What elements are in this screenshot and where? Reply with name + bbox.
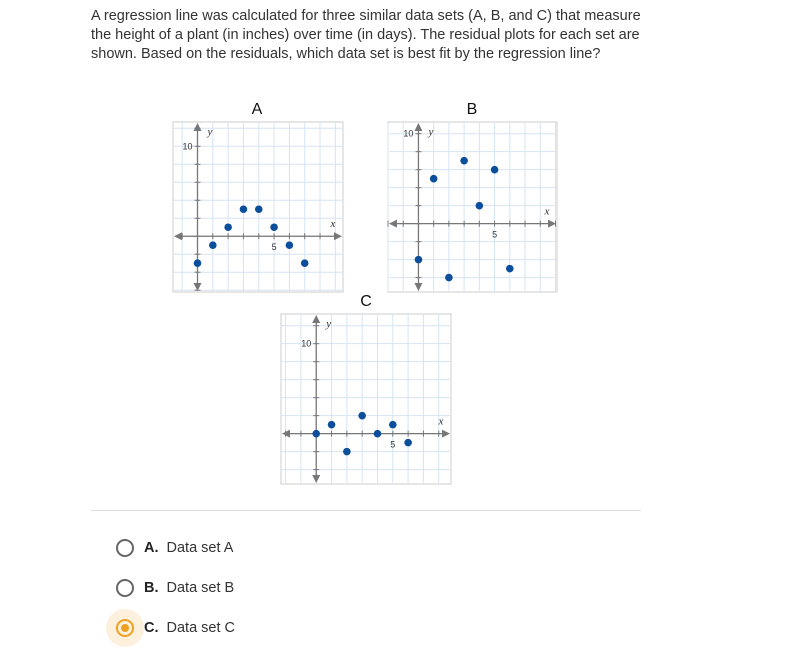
y-tick-label: 10 [403,128,414,139]
residual-plot-b [388,122,557,292]
x-tick-label: 5 [271,242,277,253]
data-point [270,223,278,231]
data-point [476,202,484,210]
plot-a-title: A [251,101,263,118]
data-point [328,421,336,429]
data-point [194,259,202,267]
option-b-letter: B. [144,580,159,596]
radio-a[interactable] [116,539,134,557]
option-c[interactable] [106,609,235,647]
data-point [389,421,397,429]
data-point [430,175,438,183]
option-c-letter: C. [144,620,159,636]
y-tick-label: 10 [182,141,193,152]
x-axis-label: x [330,218,336,231]
data-point [374,430,382,438]
option-a[interactable] [106,529,233,567]
data-point [312,430,320,438]
plot-frame [388,122,557,292]
data-point [506,265,514,273]
y-axis-label: y [326,318,332,330]
option-c-text: Data set C [166,620,235,636]
data-point [224,223,232,231]
option-a-letter: A. [144,540,159,556]
x-tick-label: 5 [492,229,498,240]
option-b[interactable] [106,569,234,607]
data-point [491,166,499,174]
data-point [404,439,412,447]
data-point [460,157,468,165]
divider [91,510,641,511]
y-tick-label: 10 [301,338,312,349]
data-point [209,241,217,249]
plot-b-title: B [466,101,478,118]
data-point [301,259,309,267]
data-point [445,274,453,282]
y-axis-label: y [207,126,213,138]
radio-c-selected[interactable] [116,619,134,637]
option-b-text: Data set B [166,580,235,596]
question-text: A regression line was calculated for three similar data sets (A, B, and C) that measure the height of a plant (in inches) over time (in days). The residual plots for each set are shown. Based on the residuals, which data set is best fit by the regression line? [91,8,641,62]
data-point [358,412,366,420]
data-point [415,256,423,264]
plot-c-title: C [360,293,372,310]
data-point [255,205,263,213]
x-tick-label: 5 [390,439,396,450]
residual-plot-a [173,122,343,292]
data-point [343,448,351,456]
y-axis-label: y [428,126,434,138]
option-a-text: Data set A [166,540,234,556]
data-point [286,241,294,249]
data-point [240,205,248,213]
residual-plot-c [281,314,451,484]
x-axis-label: x [544,205,550,218]
x-axis-label: x [438,415,444,428]
radio-b[interactable] [116,579,134,597]
